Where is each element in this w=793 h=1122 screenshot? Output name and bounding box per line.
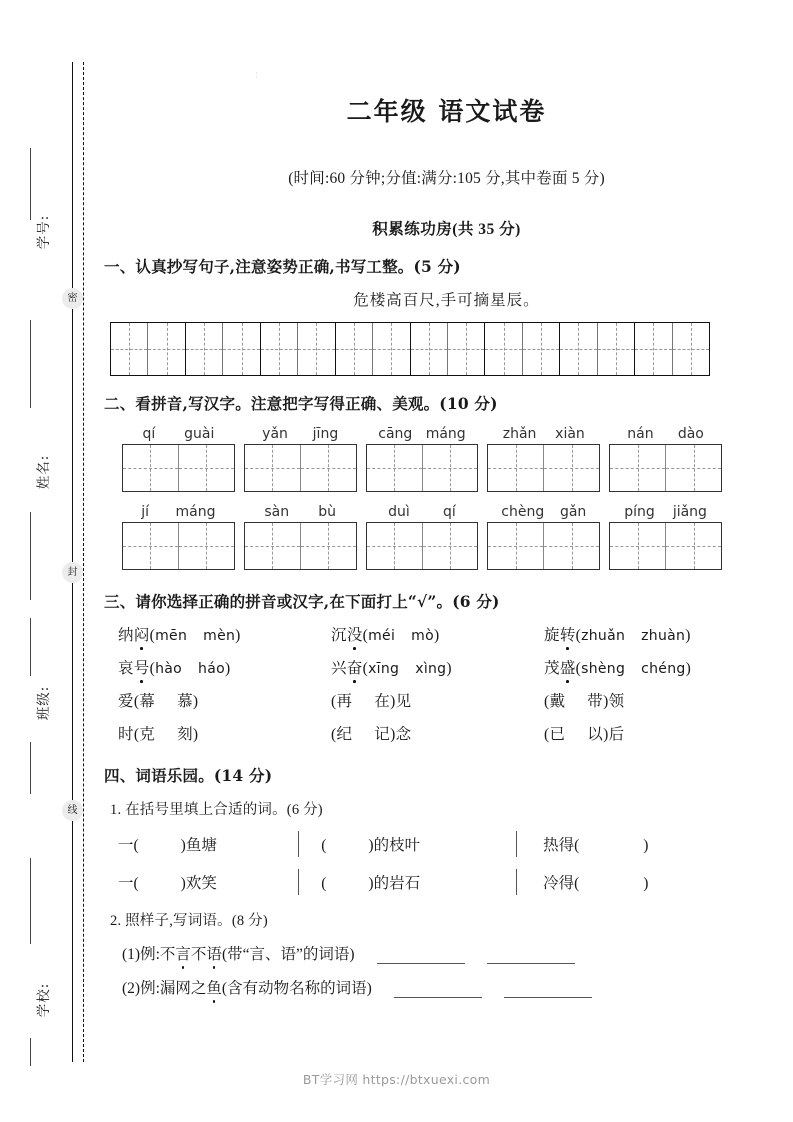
choice-word: 见: [395, 693, 412, 710]
writing-cell[interactable]: [544, 523, 599, 569]
choice-word: 茂: [544, 660, 560, 677]
choice-word: 时: [118, 726, 134, 743]
field-rule-1: [30, 148, 31, 220]
pinyin-word-item: [244, 426, 357, 492]
choice-item[interactable]: [544, 689, 757, 711]
pinyin-label: [487, 426, 600, 442]
exam-paper: [100, 0, 793, 1122]
pinyin-label: [366, 426, 479, 442]
writing-cell[interactable]: [666, 523, 721, 569]
choice-option[interactable]: 记: [374, 726, 391, 743]
choice-item[interactable]: [118, 656, 331, 678]
paren-close: ): [685, 660, 692, 677]
fill-prefix: (: [321, 837, 327, 854]
choice-option[interactable]: shèng: [581, 661, 626, 677]
question-4-sub1-heading: 1. 在括号里填上合适的词。(6 分): [110, 802, 323, 818]
pinyin-syllable: bù: [318, 504, 337, 520]
choice-option[interactable]: 慕: [177, 693, 193, 710]
fill-prefix: (: [321, 875, 327, 892]
pinyin-syllable: zhǎn: [502, 426, 537, 442]
paren-close: ): [685, 627, 691, 644]
writing-cell[interactable]: [111, 323, 148, 375]
pinyin-label: [366, 504, 479, 520]
pinyin-syllable: jí: [141, 504, 150, 520]
paren-open: (: [133, 726, 140, 743]
field-rule-4: [30, 618, 31, 676]
field-rule-7: [30, 1038, 31, 1066]
field-label-name: 姓名:: [36, 454, 52, 490]
writing-cell[interactable]: [598, 323, 635, 375]
pinyin-label: [609, 504, 722, 520]
pinyin-syllable: chèng: [501, 504, 545, 520]
page-title: 二年级 语文试卷: [346, 97, 547, 126]
pinyin-label: [487, 504, 600, 520]
choice-option[interactable]: 幕: [139, 693, 156, 710]
pinyin-syllable: yǎn: [262, 426, 288, 442]
exam-section-heading: 积累练功房(共 35 分): [372, 221, 521, 238]
writing-cell[interactable]: [148, 323, 185, 375]
choice-rows: [100, 623, 793, 744]
paren-open: (: [575, 627, 582, 644]
example-suffix: (带“言、语”的词语): [221, 946, 355, 963]
writing-cell[interactable]: [610, 445, 666, 491]
writing-cell[interactable]: [373, 323, 410, 375]
paren-open: (: [544, 726, 550, 743]
choice-option[interactable]: 再: [336, 693, 353, 710]
fill-cell-complement[interactable]: [517, 871, 738, 893]
choice-option[interactable]: háo: [198, 661, 225, 677]
choice-row: [118, 623, 758, 645]
pinyin-word-item: [122, 426, 235, 492]
pinyin-syllable: máng: [425, 426, 466, 442]
paren-open: (: [133, 693, 140, 710]
pinyin-word-item: [122, 504, 235, 570]
fill-cell-measure-word[interactable]: [118, 833, 298, 855]
pinyin-answer-box[interactable]: [487, 522, 600, 570]
pinyin-syllable: nán: [627, 426, 654, 442]
choice-row: [118, 722, 758, 744]
writing-cell[interactable]: [560, 323, 597, 375]
fill-cell-adjective[interactable]: [299, 833, 516, 855]
fill-in-rows: [100, 831, 793, 895]
fill-suffix: )的枝叶: [368, 837, 421, 854]
writing-cell[interactable]: [448, 323, 485, 375]
field-label-student-id: 学号:: [36, 214, 52, 250]
answer-line[interactable]: [487, 946, 575, 964]
answer-line[interactable]: [504, 980, 592, 998]
emphasis-dotted-char: 号: [133, 660, 150, 677]
pinyin-answer-box[interactable]: [122, 522, 235, 570]
copy-writing-grid[interactable]: [110, 322, 710, 376]
choice-item[interactable]: [544, 656, 757, 678]
pinyin-answer-box[interactable]: [609, 522, 722, 570]
pinyin-word-item: [366, 426, 479, 492]
example-rows: [100, 942, 793, 998]
writing-cell[interactable]: [423, 523, 478, 569]
choice-word: 后: [608, 726, 625, 743]
pinyin-syllable: qí: [142, 426, 156, 442]
field-rule-2: [30, 320, 31, 408]
question-1-heading: 一、认真抄写句子,注意姿势正确,书写工整。(5 分): [104, 257, 461, 276]
pinyin-syllable: dào: [677, 426, 704, 442]
choice-word: 领: [608, 693, 625, 710]
writing-cell[interactable]: [367, 523, 423, 569]
choice-option[interactable]: zhuǎn: [581, 628, 626, 644]
choice-option[interactable]: méi: [368, 628, 396, 644]
pinyin-word-item: [487, 504, 600, 570]
example-text: [122, 976, 372, 998]
pinyin-word-item: [366, 504, 479, 570]
fill-prefix: 冷得(: [543, 875, 580, 892]
seal-margin: [0, 0, 100, 1122]
question-4-sub2-heading: 2. 照样子,写词语。(8 分): [110, 913, 268, 929]
seal-char-mi: 密: [62, 288, 83, 309]
writing-cell[interactable]: [635, 323, 672, 375]
choice-item[interactable]: [118, 623, 331, 645]
choice-item[interactable]: [331, 623, 544, 645]
paren-close: ): [192, 726, 199, 743]
question-2-heading: 二、看拼音,写汉字。注意把字写得正确、美观。(10 分): [104, 394, 498, 413]
choice-option[interactable]: 刻: [177, 726, 193, 743]
fill-in-row: [118, 869, 738, 895]
exam-subtitle: (时间:60 分钟;分值:满分:105 分,其中卷面 5 分): [288, 170, 605, 187]
choice-option[interactable]: mèn: [203, 628, 236, 644]
choice-item[interactable]: [331, 656, 544, 678]
fill-prefix: 热得(: [543, 837, 580, 854]
writing-cell[interactable]: [245, 445, 301, 491]
paren-close: ): [192, 693, 199, 710]
paren-close: ): [603, 726, 609, 743]
writing-cell[interactable]: [301, 523, 356, 569]
writing-cell[interactable]: [298, 323, 335, 375]
paren-open: (: [149, 660, 156, 677]
writing-cell[interactable]: [336, 323, 373, 375]
stray-mark: :: [255, 70, 259, 80]
paren-open: (: [331, 693, 337, 710]
writing-cell[interactable]: [179, 523, 234, 569]
paren-close: ): [390, 693, 396, 710]
pinyin-row-2: [122, 504, 722, 570]
paren-open: (: [362, 627, 369, 644]
fill-prefix: 一(: [118, 875, 139, 892]
example-suffix: (含有动物名称的词语): [221, 980, 372, 997]
writing-cell[interactable]: [485, 323, 522, 375]
choice-option[interactable]: xìng: [415, 661, 447, 677]
pinyin-syllable: sàn: [264, 504, 290, 520]
writing-cell[interactable]: [261, 323, 298, 375]
pinyin-word-item: [244, 504, 357, 570]
writing-cell[interactable]: [488, 523, 544, 569]
choice-word: 纳: [118, 627, 134, 644]
seal-line-dashed: [83, 62, 84, 1062]
choice-option[interactable]: mò: [411, 628, 434, 644]
field-label-class: 班级:: [36, 685, 52, 721]
pinyin-answer-box[interactable]: [244, 522, 357, 570]
emphasis-dotted-char: 奋: [346, 660, 363, 677]
pinyin-syllable: qí: [443, 504, 456, 520]
fill-cell-measure-word[interactable]: [118, 871, 298, 893]
choice-word: 旋: [544, 627, 560, 644]
choice-item[interactable]: [544, 722, 757, 744]
emphasis-dotted-char: 闷: [133, 627, 150, 644]
fill-cell-adjective[interactable]: [299, 871, 516, 893]
pinyin-syllable: jiǎng: [672, 504, 707, 520]
question-3-heading: 三、请你选择正确的拼音或汉字,在下面打上“√”。(6 分): [104, 592, 500, 611]
choice-item[interactable]: [118, 722, 331, 744]
emphasis-dotted-char: 盛: [559, 660, 576, 677]
example-prefix: (1)例:不: [122, 946, 176, 963]
choice-item[interactable]: [118, 689, 331, 711]
choice-option[interactable]: 带: [587, 693, 604, 710]
fill-suffix: )的岩石: [368, 875, 421, 892]
emphasis-dotted-char: 鱼: [206, 980, 222, 997]
answer-line[interactable]: [394, 980, 482, 998]
pinyin-syllable: jīng: [312, 426, 339, 442]
choice-word: 兴: [331, 660, 347, 677]
emphasis-dotted-char: 转: [559, 627, 576, 644]
writing-cell[interactable]: [610, 523, 666, 569]
writing-cell[interactable]: [666, 445, 721, 491]
example-row: [122, 976, 762, 998]
choice-option[interactable]: 戴: [549, 693, 566, 710]
emphasis-dotted-char: 言: [175, 946, 191, 963]
pinyin-answer-box[interactable]: [609, 444, 722, 492]
choice-option[interactable]: xīng: [368, 661, 400, 677]
choice-option[interactable]: 以: [587, 726, 604, 743]
seal-char-feng: 封: [62, 562, 83, 583]
pinyin-label: [122, 426, 235, 442]
field-rule-3: [30, 512, 31, 600]
pinyin-syllable: guài: [184, 426, 215, 442]
pinyin-answer-box[interactable]: [487, 444, 600, 492]
writing-cell[interactable]: [223, 323, 260, 375]
paren-open: (: [575, 660, 582, 677]
site-watermark: BT学习网 https://btxuexi.com: [302, 1072, 491, 1087]
choice-option[interactable]: 在: [374, 693, 391, 710]
paren-close: ): [446, 660, 452, 677]
choice-word: 沉: [331, 627, 347, 644]
writing-cell[interactable]: [673, 323, 709, 375]
example-mid: 不: [190, 946, 207, 963]
choice-option[interactable]: mēn: [155, 628, 188, 644]
pinyin-answer-box[interactable]: [122, 444, 235, 492]
choice-item[interactable]: [544, 623, 757, 645]
paren-close: ): [603, 693, 609, 710]
emphasis-dotted-char: 没: [346, 627, 363, 644]
field-label-school: 学校:: [36, 982, 52, 1018]
writing-cell[interactable]: [186, 323, 223, 375]
choice-option[interactable]: 已: [549, 726, 566, 743]
choice-row: [118, 656, 758, 678]
writing-cell[interactable]: [123, 523, 179, 569]
paren-open: (: [331, 726, 337, 743]
fill-suffix: )鱼塘: [180, 837, 217, 854]
fill-prefix: 一(: [118, 837, 139, 854]
answer-line[interactable]: [377, 946, 465, 964]
pinyin-syllable: gǎn: [559, 504, 587, 520]
pinyin-syllable: xiàn: [555, 426, 585, 442]
pinyin-syllable: duì: [388, 504, 410, 520]
question-4-heading: 四、词语乐园。(14 分): [104, 766, 273, 785]
paren-close: ): [390, 726, 396, 743]
writing-cell[interactable]: [411, 323, 448, 375]
writing-cell[interactable]: [123, 445, 179, 491]
choice-item[interactable]: [331, 689, 544, 711]
field-rule-6: [30, 858, 31, 944]
pinyin-label: [244, 504, 357, 520]
choice-row: [118, 689, 758, 711]
fill-in-row: [118, 831, 738, 857]
choice-option[interactable]: chéng: [641, 661, 686, 677]
pinyin-word-item: [609, 504, 722, 570]
pinyin-word-item: [609, 426, 722, 492]
fill-cell-complement[interactable]: [517, 833, 738, 855]
writing-cell[interactable]: [179, 445, 234, 491]
pinyin-row-1: [122, 426, 722, 492]
example-text: [122, 942, 355, 964]
choice-option[interactable]: zhuàn: [641, 628, 686, 644]
writing-cell[interactable]: [301, 445, 356, 491]
writing-cell[interactable]: [367, 445, 423, 491]
writing-cell[interactable]: [544, 445, 599, 491]
fill-suffix: ): [643, 837, 649, 854]
fill-suffix: ): [643, 875, 649, 892]
choice-item[interactable]: [331, 722, 544, 744]
pinyin-syllable: máng: [175, 504, 216, 520]
field-rule-5: [30, 742, 31, 794]
pinyin-label: [609, 426, 722, 442]
choice-word: 哀: [118, 660, 134, 677]
question-1-sentence: 危楼高百尺,手可摘星辰。: [353, 292, 540, 309]
pinyin-syllable: píng: [624, 504, 655, 520]
fill-suffix: )欢笑: [180, 875, 217, 892]
choice-word: 念: [395, 726, 412, 743]
writing-cell[interactable]: [245, 523, 301, 569]
emphasis-dotted-char: 语: [206, 946, 222, 963]
writing-cell[interactable]: [423, 445, 478, 491]
pinyin-answer-box[interactable]: [366, 522, 479, 570]
pinyin-label: [122, 504, 235, 520]
paren-open: (: [149, 627, 156, 644]
choice-word: 爱: [118, 693, 134, 710]
pinyin-syllable: cāng: [378, 426, 413, 442]
pinyin-answer-box[interactable]: [366, 444, 479, 492]
paren-open: (: [362, 660, 369, 677]
writing-cell[interactable]: [488, 445, 544, 491]
pinyin-answer-box[interactable]: [244, 444, 357, 492]
seal-char-xian: 线: [62, 800, 83, 821]
choice-option[interactable]: 纪: [336, 726, 353, 743]
paren-open: (: [544, 693, 550, 710]
paren-close: ): [433, 627, 440, 644]
pinyin-word-item: [487, 426, 600, 492]
example-row: [122, 942, 762, 964]
paren-close: ): [224, 660, 231, 677]
choice-option[interactable]: 克: [139, 726, 156, 743]
example-prefix: (2)例:漏网之: [122, 980, 207, 997]
pinyin-label: [244, 426, 357, 442]
choice-option[interactable]: hào: [155, 661, 183, 677]
writing-cell[interactable]: [523, 323, 560, 375]
paren-close: ): [235, 627, 241, 644]
